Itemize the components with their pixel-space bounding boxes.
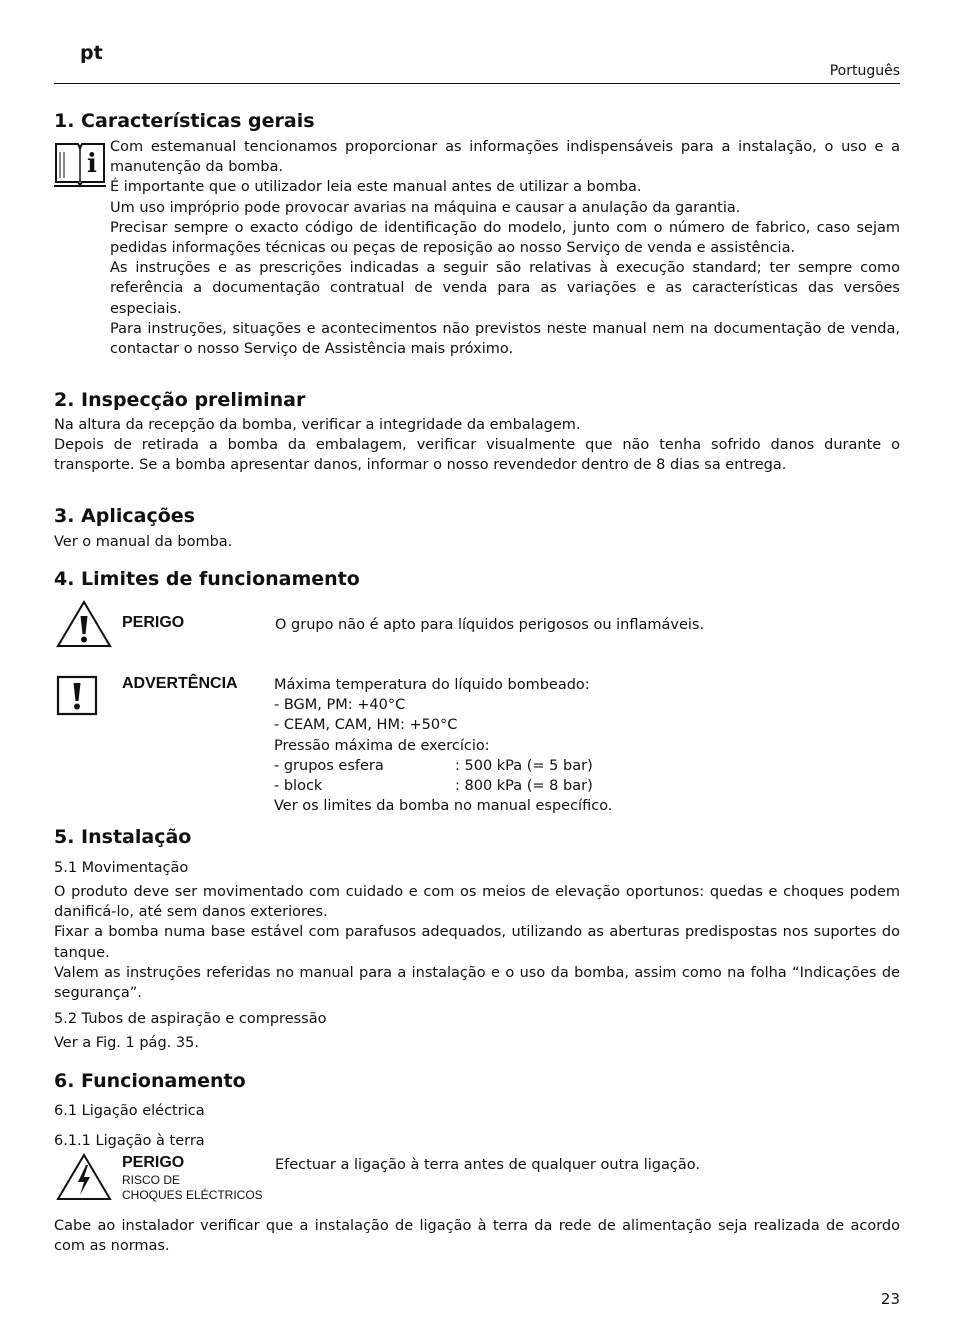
paragraph: Valem as instruções referidas no manual para a instalação e o uso da bomba, assim como na folha “Indicações de segurança”.: [54, 964, 900, 1002]
warning-line: Máxima temperatura do líquido bombeado:: [274, 677, 590, 693]
section-6-footer: Cabe ao instalador verificar que a instalação de ligação à terra da rede de alimentação seja realizada de acordo com as normas.: [54, 1218, 900, 1255]
subsection-5-1-body: [54, 882, 900, 1003]
paragraph: É importante que o utilizador leia este manual antes de utilizar a bomba.: [110, 179, 642, 196]
section-5-title: 5. Instalação: [54, 826, 192, 848]
language-name: Português: [829, 63, 900, 79]
section-1-body: [110, 137, 900, 359]
warning-line: Pressão máxima de exercício:: [274, 737, 490, 754]
pressure-value: : 500 kPa (= 5 bar): [455, 757, 593, 774]
paragraph: Na altura da recepção da bomba, verificar a integridade da embalagem.: [54, 417, 581, 433]
subsection-5-2-text: Ver a Fig. 1 pág. 35.: [54, 1035, 199, 1051]
section-6-title: 6. Funcionamento: [54, 1070, 246, 1092]
section-4-title: 4. Limites de funcionamento: [54, 568, 360, 590]
language-code: pt: [80, 42, 103, 64]
section-2-body: [54, 415, 900, 476]
pressure-name: - grupos esfera: [274, 757, 384, 774]
pressure-row: [274, 756, 900, 776]
subsection-5-1-title: 5.1 Movimentação: [54, 860, 189, 876]
pressure-name: - block: [274, 778, 323, 795]
section-3-title: 3. Aplicações: [54, 505, 195, 527]
warning-label: ADVERTÊNCIA: [122, 675, 238, 692]
shock-danger-text: Efectuar a ligação à terra antes de qualquer outra ligação.: [275, 1157, 700, 1173]
header-divider: [54, 83, 900, 84]
subsection-6-1-title: 6.1 Ligação eléctrica: [54, 1103, 205, 1119]
paragraph: Depois de retirada a bomba da embalagem, verificar visualmente que não tenha sofrido danos durante o transporte. Se a bomba apresentar danos, informar o nosso revendedor dentro de 8 dias sa entrega.: [54, 437, 900, 474]
subsection-5-2-title: 5.2 Tubos de aspiração e compressão: [54, 1011, 327, 1027]
pressure-value: : 800 kPa (= 8 bar): [455, 778, 593, 795]
paragraph: O produto deve ser movimentado com cuidado e com os meios de elevação oportunos: quedas e choques podem danificá-lo, até sem danos exteriores.: [54, 884, 900, 921]
warning-line: - CEAM, CAM, HM: +50°C: [274, 717, 458, 734]
warning-body: [274, 675, 900, 816]
paragraph: Fixar a bomba numa base estável com parafusos adequados, utilizando as aberturas predispostas nos suportes do tanque.: [54, 924, 900, 961]
section-1-title: 1. Características gerais: [54, 110, 315, 132]
warning-footer: Ver os limites da bomba no manual específico.: [274, 798, 613, 815]
warning-line: - BGM, PM: +40°C: [274, 697, 406, 714]
danger-label: PERIGO: [122, 614, 185, 631]
subsection-6-1-1-title: 6.1.1 Ligação à terra: [54, 1133, 205, 1149]
paragraph: Um uso impróprio pode provocar avarias na máquina e causar a anulação da garantia.: [110, 199, 741, 216]
shock-risk-line-2: CHOQUES ELÉCTRICOS: [122, 1188, 263, 1202]
paragraph: As instruções e as prescrições indicadas a seguir são relativas à execução standard; ter sempre como referência a documentação contratual de venda para as variações e as características das versões especiais.: [110, 260, 900, 317]
caution-icon: [56, 675, 100, 717]
section-2-title: 2. Inspecção preliminar: [54, 389, 306, 411]
section-3-text: Ver o manual da bomba.: [54, 534, 233, 550]
manual-info-icon: [53, 140, 107, 188]
danger-warning-icon: [56, 600, 112, 648]
paragraph: Para instruções, situações e acontecimentos não previstos neste manual nem na documentação de venda, contactar o nosso Serviço de Assistência mais próximo.: [110, 320, 900, 358]
page-number: 23: [880, 1290, 900, 1308]
paragraph: Precisar sempre o exacto código de identificação do modelo, junto com o número de fabrico, caso sejam pedidas informações técnicas ou peças de reposição ao nosso Serviço de venda e assistência.: [110, 219, 900, 257]
danger-text: O grupo não é apto para líquidos perigosos ou inflamáveis.: [275, 617, 705, 633]
shock-risk-line-1: RISCO DE: [122, 1173, 181, 1187]
svg-text:i: i: [87, 149, 97, 179]
electric-shock-icon: [56, 1153, 112, 1201]
paragraph: Com estemanual tencionamos proporcionar as informações indispensáveis para a instalação, o uso e a manutenção da bomba.: [110, 139, 900, 176]
shock-danger-label: PERIGO: [122, 1154, 185, 1171]
pressure-row: [274, 776, 900, 796]
